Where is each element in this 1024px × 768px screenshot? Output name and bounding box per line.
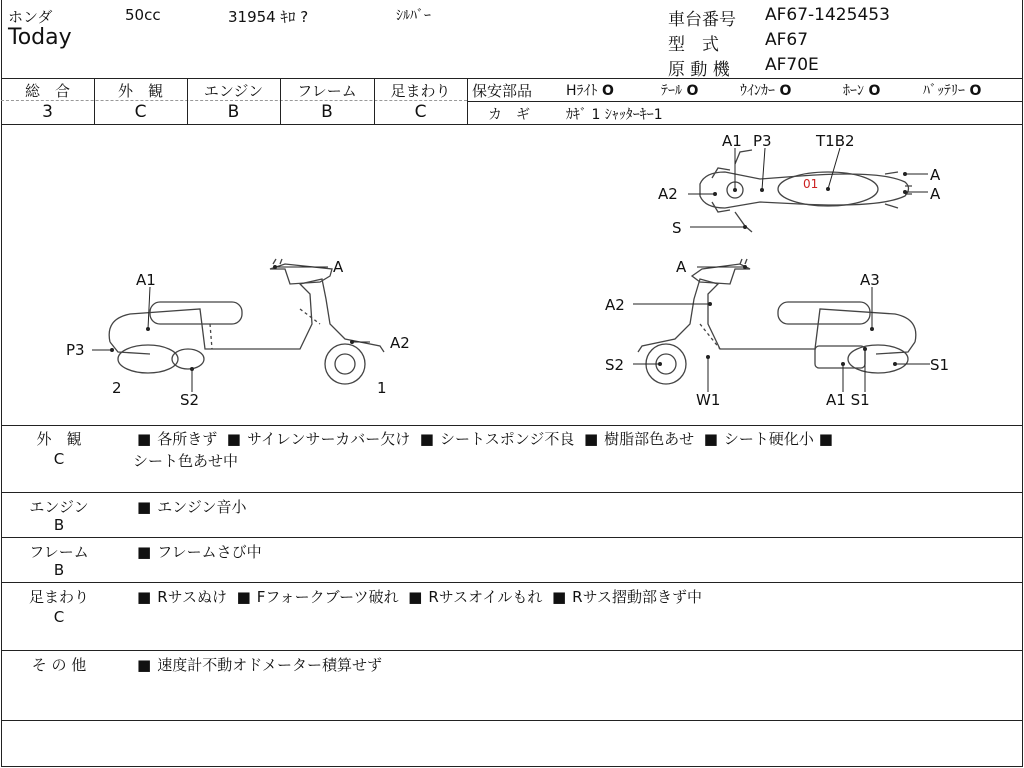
frame-number-value: AF67-1425453 [765,5,890,25]
grade-exterior-label: 外 観 [117,82,163,100]
engine-model-value: AF70E [765,55,819,75]
note-suspension-label: 足まわり [28,588,89,606]
headlight-mark: O [601,83,614,99]
right-s2: S2 [605,356,625,374]
engine-model-label: 原 動 機 [668,60,730,80]
note-engine-label: エンジン [29,498,89,516]
damage-diagram [0,124,1024,424]
right-w1: W1 [696,391,721,409]
key-value: ｶｷﾞ 1 ｼｬｯﾀｰｷｰ1 [566,107,663,123]
right-a1s1: A1 S1 [826,391,870,409]
grade-frame-label: フレーム [297,82,357,100]
key-label: カ ギ [488,107,530,123]
left-a2: A2 [390,334,410,352]
top-t1b2: T1B2 [816,132,855,150]
frame-number-label: 車台番号 [668,10,736,30]
maker: ホンダ [8,8,53,26]
grade-overall-value: 3 [42,102,53,122]
left-2: 2 [112,379,122,397]
handwritten-mark: 01 [803,177,819,191]
top-p3: P3 [753,132,772,150]
right-s1: S1 [930,356,950,374]
safety-winker: ｳｲﾝｶｰ O [740,83,792,99]
left-1: 1 [377,379,387,397]
note-exterior-items: ■ 各所きず ■ サイレンサーカバー欠け ■ シートスポンジ不良 ■ 樹脂部色あせ ■ シート硬化小 ■ [137,428,833,449]
horn-mark: O [868,83,881,99]
top-a-r1: A [930,166,941,184]
mileage: 31954 ｷﾛ ? [228,8,309,26]
left-p3: P3 [66,341,85,359]
top-a1: A1 [722,132,742,150]
grade-suspension-value: C [414,102,427,122]
note-other-items: ■ 速度計不動オドメーター積算せず [137,654,382,675]
winker-mark: O [779,83,792,99]
color: ｼﾙﾊﾞｰ [396,8,431,24]
tail-mark: O [686,83,699,99]
right-a3: A3 [860,271,880,289]
left-a: A [333,258,344,276]
displacement: 50cc [125,6,161,24]
note-exterior-label: 外 観 [36,430,82,448]
grade-exterior-value: C [134,102,147,122]
note-exterior-cont: シート色あせ中 [133,452,239,470]
top-a-r2: A [930,185,941,203]
note-exterior-grade: C [53,450,65,468]
note-suspension-grade: C [53,608,65,626]
note-engine-grade: B [53,516,65,534]
note-suspension-items: ■ Rサスぬけ ■ Fフォークブーツ破れ ■ Rサスオイルもれ ■ Rサス摺動部きず中 [137,586,702,607]
top-view-scooter [700,150,912,232]
model-name: Today [8,25,72,50]
safety-tail: ﾃｰﾙ O [661,83,699,99]
top-a2: A2 [658,185,678,203]
grade-frame-value: B [321,102,333,122]
grade-overall-label: 総 合 [24,82,70,100]
grade-engine-label: エンジン [203,82,264,100]
note-frame-items: ■ フレームさび中 [137,541,262,562]
note-other-label: そ の 他 [31,656,87,674]
type-label: 型 式 [668,35,719,55]
safety-headlight: Hﾗｲﾄ O [566,83,614,99]
battery-mark: O [969,83,982,99]
top-s: S [672,219,682,237]
left-a1: A1 [136,271,156,289]
note-frame-grade: B [53,561,65,579]
safety-battery: ﾊﾞｯﾃﾘｰ O [923,83,982,99]
left-s2: S2 [180,391,200,409]
safety-horn: ﾎｰﾝ O [843,83,881,99]
grade-engine-value: B [227,102,240,122]
right-a2: A2 [605,296,625,314]
right-a: A [676,258,687,276]
safety-parts-label: 保安部品 [472,82,533,100]
note-frame-label: フレーム [29,543,89,561]
grade-suspension-label: 足まわり [390,82,451,100]
type-value: AF67 [765,30,809,50]
note-engine-items: ■ エンジン音小 [137,496,246,517]
